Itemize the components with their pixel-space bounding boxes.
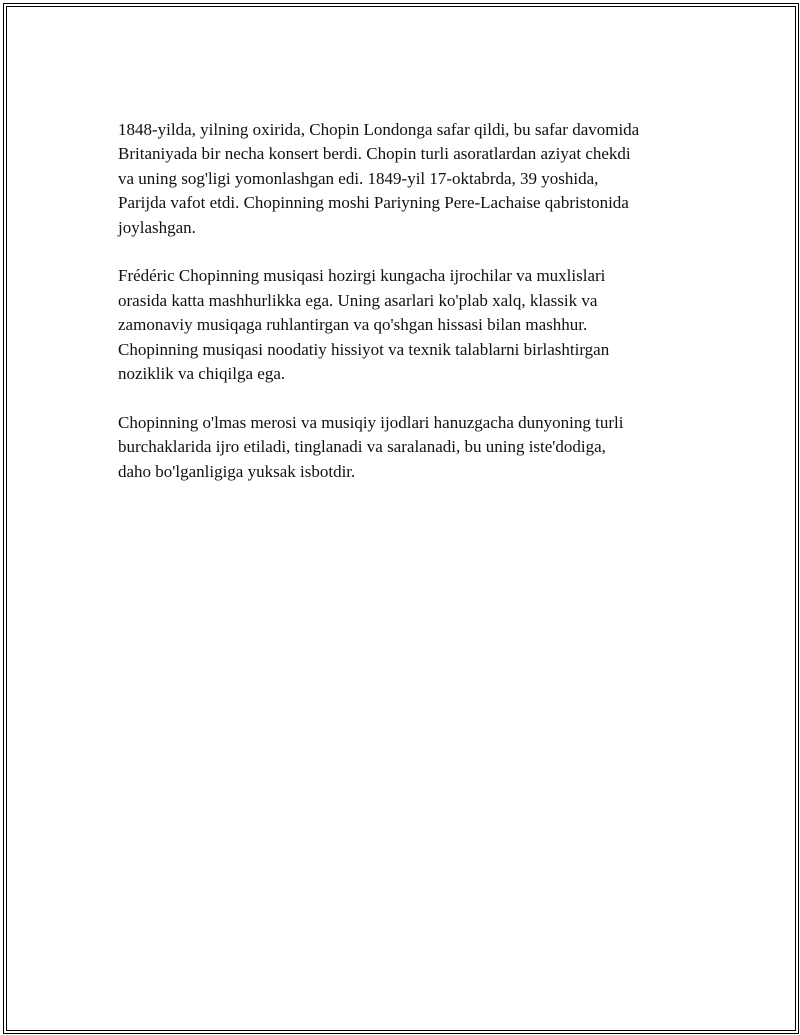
paragraph-1: 1848-yilda, yilning oxirida, Chopin Londonga safar qildi, bu safar davomida Britaniyada bir necha konsert berdi. Chopin turli asoratlardan aziyat chekdi va uning sog'ligi yomonlashgan edi. 1849-yil 17-oktabrda, 39 yoshida, Parijda vafot etdi. Chopinning moshi Pariyning Pere-Lachaise qabristonida joylashgan. <box>118 120 640 237</box>
paragraph-2: Frédéric Chopinning musiqasi hozirgi kungacha ijrochilar va muxlislari orasida katta mashhurlikka ega. Uning asarlari ko'plab xalq, klassik va zamonaviy musiqaga ruhlantirgan va qo'shgan hissasi bilan mashhur. Chopinning musiqasi noodatiy hissiyot va texnik talablarni birlashtirgan noziklik va chiqilga ega. <box>118 266 610 384</box>
document-body <box>118 118 708 508</box>
paragraph-3: Chopinning o'lmas merosi va musiqiy ijodlari hanuzgacha dunyoning turli burchaklarida ijro etiladi, tinglanadi va saralanadi, bu uning iste'dodiga, daho bo'lganligiga yuksak isbotdir. <box>118 412 624 481</box>
